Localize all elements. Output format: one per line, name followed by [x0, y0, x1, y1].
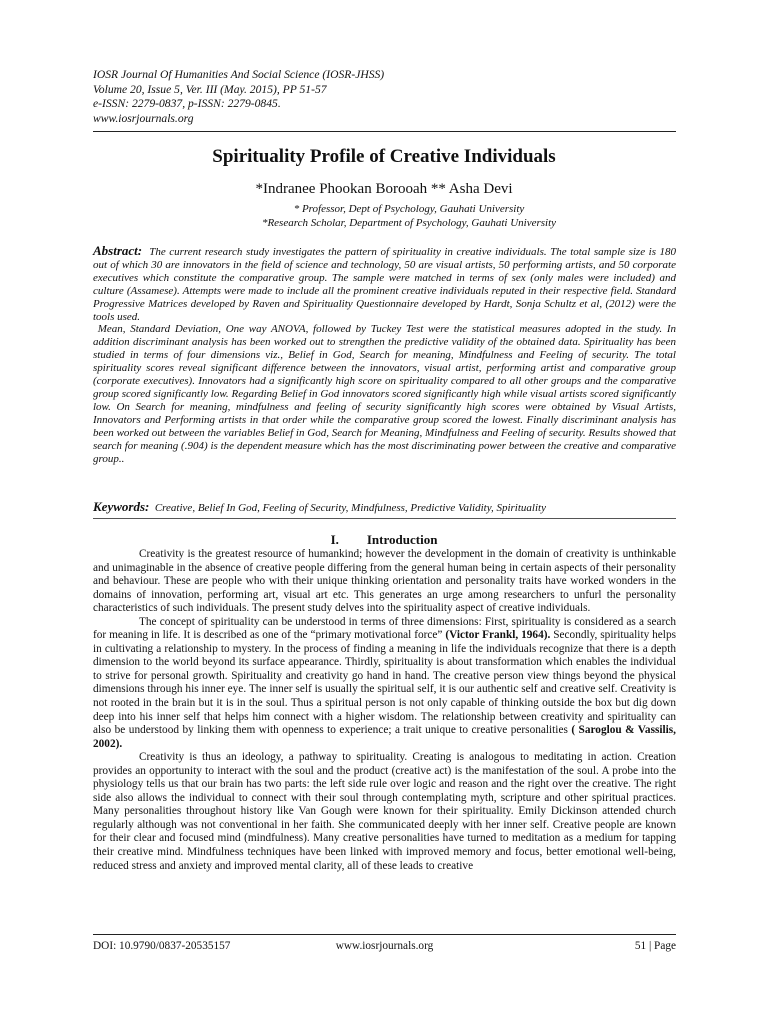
abstract-paragraph-1	[93, 245, 676, 323]
footer-divider	[93, 934, 676, 935]
body-paragraph-3: Creativity is thus an ideology, a pathway to spirituality. Creating is analogous to meditating in action. Creation provides an opportunity to interact with the soul and the product (creative act) is the manifestation of the soul. A probe into the physiology tells us that our brain has two parts: the left side rule over logic and reason and the right over the creative. The right side also allows the individual to connect with their soul through contemplating myth, scripture and other spiritual practices. Many personalities throughout history like Van Gough were known for their spirituality. Emily Dickinson attended church regularly although was not conventional in her faith. She communicated deeply with her inner self. Creative people are known for their clear and focused mind (mindfulness). Many creative personalities have turned to meditation as a medium for tapping their creative mind. Mindfulness techniques have been linked with improved memory and focus, better emotional well-being, reduced stress and anxiety and improved mental clarity, all of these leads to creative	[93, 751, 676, 872]
page-footer	[93, 940, 676, 956]
body-paragraph-1: Creativity is the greatest resource of humankind; however the development in the domain of creativity is unthinkable and unimaginable in the absence of creative people differing from the general human being in certain aspects of their personality and behaviour. These are people who with their unique thinking orientation and personality traits have worked wonders in the domains of innovation, performing art, visual art etc. This generates an urge among researchers to unfurl the personality characteristics of such individuals. The present study delves into the spirituality aspect of creative individuals.	[93, 548, 676, 615]
abstract-label: Abstract:	[93, 243, 143, 258]
body-paragraph-2-text-b: Secondly, spirituality helps in cultivating a relationship to mystery. In the process of finding a meaning in life the individuals recognize that there is a depth dimension to the world beyond its surface appearance. Thirdly, spirituality is about transformation which enables the individual to strive for personal growth. Spirituality and creativity go hand in hand. The creative person view things beyond the physical dimensions through his inner eye. The inner self is usually the spiritual self, it is our authentic self and creative self. Creativity is not rooted in the brain but it is in the soul. Thus a spiritual person is not only capable of thinking outside the box but dig down deep into his inner self that helps him connect with a higher wisdom. The relationship between creativity and spirituality can also be understood by linking them with openness to experience; a trait unique to creative personalities	[93, 629, 676, 737]
footer-doi: DOI: 10.9790/0837-20535157	[93, 940, 231, 952]
abstract-paragraph-2	[93, 323, 676, 465]
abstract	[93, 245, 676, 465]
journal-website[interactable]: www.iosrjournals.org	[93, 111, 194, 125]
journal-issn: e-ISSN: 2279-0837, p-ISSN: 2279-0845.	[93, 97, 281, 110]
keywords-text: Creative, Belief In God, Feeling of Security, Mindfulness, Predictive Validity, Spirituality	[154, 502, 546, 514]
citation-saroglou: ( Saroglou & Vassilis, 2002).	[93, 724, 676, 750]
paper-authors: *Indranee Phookan Borooah ** Asha Devi	[255, 181, 513, 197]
affiliation-1: * Professor, Dept of Psychology, Gauhati University	[293, 203, 525, 215]
body-paragraph-2	[93, 616, 676, 751]
footer-website[interactable]: www.iosrjournals.org	[335, 940, 434, 952]
affiliation-2: *Research Scholar, Department of Psychology, Gauhati University	[261, 217, 557, 229]
keywords-divider	[93, 518, 676, 519]
body-paragraph-2-text-a: The concept of spirituality can be understood in terms of three dimensions: First, spirituality is considered as a search for meaning in life. It is described as one of the “primary motivational force”	[93, 615, 676, 642]
abstract-text-2: Mean, Standard Deviation, One way ANOVA, followed by Tuckey Test were the statistical measures adopted in the study. In addition discriminant analysis has been worked out to strengthen the predictive validity of the obtained data. Spirituality has been studied in terms of four dimensions viz., Belief in God, Search for meaning, Mindfulness and Feeling of security. The total spirituality scores reveal significant difference between the innovators, visual artist, performing artist and comparative group (corporate executives). Innovators had a significantly high score on spirituality compared to all other groups and the comparative group scored significantly low. Regarding Belief in God innovators scored significantly high while visual artists scored significantly low. On Search for meaning, mindfulness and feeling of security significantly high scores were obtained by Visual Artists, Innovators and Performing artists in that order while the comparative group scored the lowest. Finally discriminant analysis has been worked out between the variables Belief in God, Search for Meaning, Mindfulness and Feeling of security. Results showed that search for meaning (.904) is the dependent measure which has the most discriminating power between the creative and comparative group..	[93, 323, 676, 465]
section-title: Introduction	[366, 532, 438, 547]
header-divider	[93, 131, 676, 132]
section-heading	[0, 532, 768, 548]
journal-header	[93, 68, 693, 126]
keywords	[93, 499, 676, 515]
footer-page-number: 51 | Page	[634, 940, 676, 952]
body-text	[93, 548, 676, 873]
paper-title: Spirituality Profile of Creative Individuals	[212, 146, 556, 167]
citation-frankl: (Victor Frankl, 1964).	[445, 629, 551, 642]
journal-name: IOSR Journal Of Humanities And Social Science (IOSR-JHSS)	[93, 68, 385, 81]
keywords-label: Keywords:	[93, 499, 150, 514]
journal-volume: Volume 20, Issue 5, Ver. III (May. 2015), PP 51-57	[93, 82, 327, 96]
abstract-text-1: The current research study investigates the pattern of spirituality in creative individuals. The total sample size is 180 out of which 30 are innovators in the field of science and technology, 50 are visual artists, 50 performing artists, and 50 corporate executives which constitute the comparative group. The sample were matched in terms of sex (only males were included) and culture (Assamese). Attempts were made to include all the prominent creative individuals reputed in their respective field. Standard Progressive Matrices developed by Raven and Spirituality Questionnaire developed by Hardt, Sonja Schultz et al, (2012) were the tools used.	[93, 246, 677, 323]
section-number: I.	[330, 532, 339, 547]
